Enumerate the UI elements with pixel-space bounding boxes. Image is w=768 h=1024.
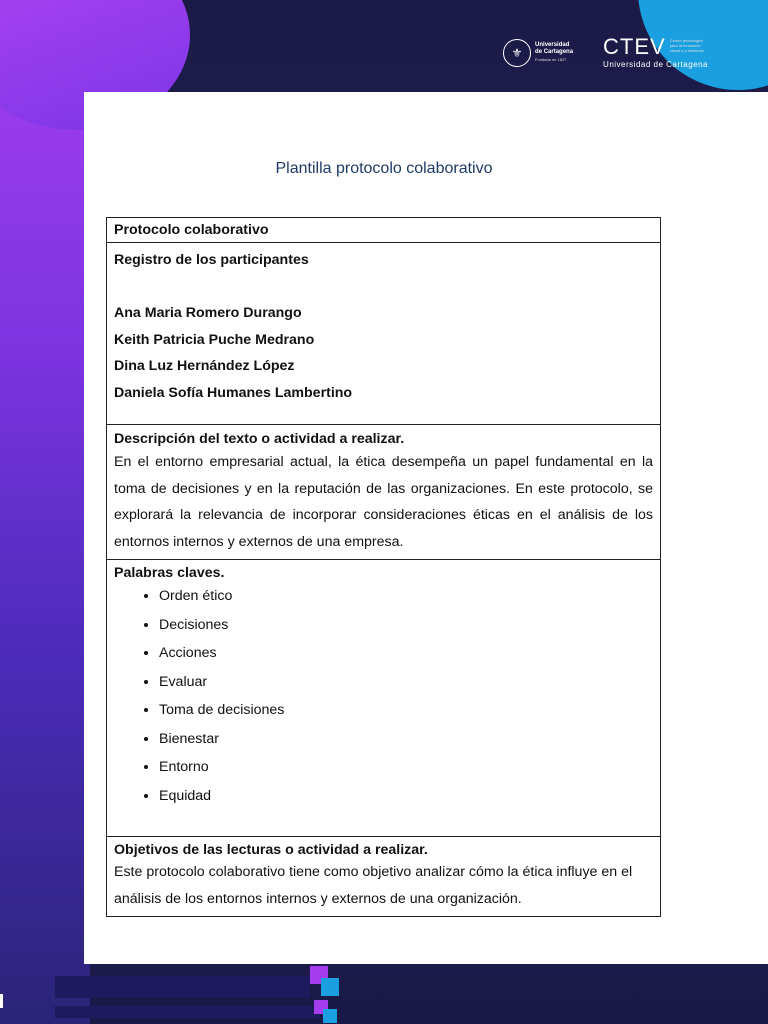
protocol-header-cell: Protocolo colaborativo (107, 218, 661, 243)
objectives-cell (107, 837, 661, 917)
blank-line (114, 274, 653, 301)
edge-mark (0, 994, 3, 1008)
udc-founded: Fundada en 1827 (535, 57, 567, 62)
objectives-header: Objetivos de las lecturas o actividad a realizar. (114, 842, 428, 858)
description-header: Descripción del texto o actividad a realizar. (114, 431, 405, 447)
participant-name: Daniela Sofía Humanes Lambertino (114, 384, 353, 401)
table-row (107, 560, 661, 837)
table-row (107, 425, 661, 560)
list-item: • Evaluar (159, 668, 653, 697)
participant-name: Dina Luz Hernández López (114, 358, 295, 374)
ctev-logo (603, 36, 708, 69)
footer-bar-bottom (55, 1006, 320, 1018)
ctev-title: CTEV (603, 34, 666, 59)
list-item: • Toma de decisiones (159, 696, 653, 725)
udc-name: Universidad de Cartagena (535, 42, 574, 55)
participants-cell (107, 243, 661, 425)
objectives-text: Este protocolo colaborativo tiene como objetivo analizar cómo la ética influye en el análisis de los entornos internos y externos de una organización. (114, 864, 633, 907)
list-item: • Equidad (159, 782, 653, 811)
list-item: • Decisiones (159, 611, 653, 640)
table-row (107, 837, 661, 917)
protocol-table (106, 217, 661, 917)
document-title: Plantilla protocolo colaborativo (275, 160, 493, 177)
keywords-header: Palabras claves. (114, 565, 225, 581)
udc-logo (503, 39, 573, 67)
keywords-list (114, 582, 653, 810)
blue-square-decoration (323, 1009, 337, 1023)
udc-logo-text (535, 42, 573, 63)
list-item: • Bienestar (159, 725, 653, 754)
participant-name: Ana Maria Romero Durango (114, 305, 302, 321)
participants-header: Registro de los participantes (114, 252, 309, 268)
participant-name: Keith Patricia Puche Medrano (114, 331, 315, 348)
list-item: • Entorno (159, 753, 653, 782)
list-item: • Acciones (159, 639, 653, 668)
blue-square-decoration (321, 978, 339, 996)
footer-decoration (0, 964, 768, 1024)
keywords-cell (107, 560, 661, 837)
ctev-subtitle: Universidad de Cartagena (603, 60, 708, 69)
left-gradient-strip (0, 0, 90, 1024)
description-cell (107, 425, 661, 560)
description-text: En el entorno empresarial actual, la ética desempeña un papel fundamental en la toma de decisiones y en la reputación de las organizaciones. En este protocolo, se explorará la relevancia de incorporar consideraciones éticas en el análisis de los entornos internos y externos de una empresa. (114, 454, 653, 550)
table-row (107, 243, 661, 425)
footer-bar-top (55, 976, 310, 998)
university-seal-icon: ⚜ (503, 39, 531, 67)
document-page (84, 92, 768, 964)
table-row (107, 218, 661, 243)
list-item: • Orden ético (159, 582, 653, 611)
header-logos (503, 36, 708, 69)
ctev-description: Centro tecnológico para la formación virtual y a distancia (669, 38, 704, 53)
